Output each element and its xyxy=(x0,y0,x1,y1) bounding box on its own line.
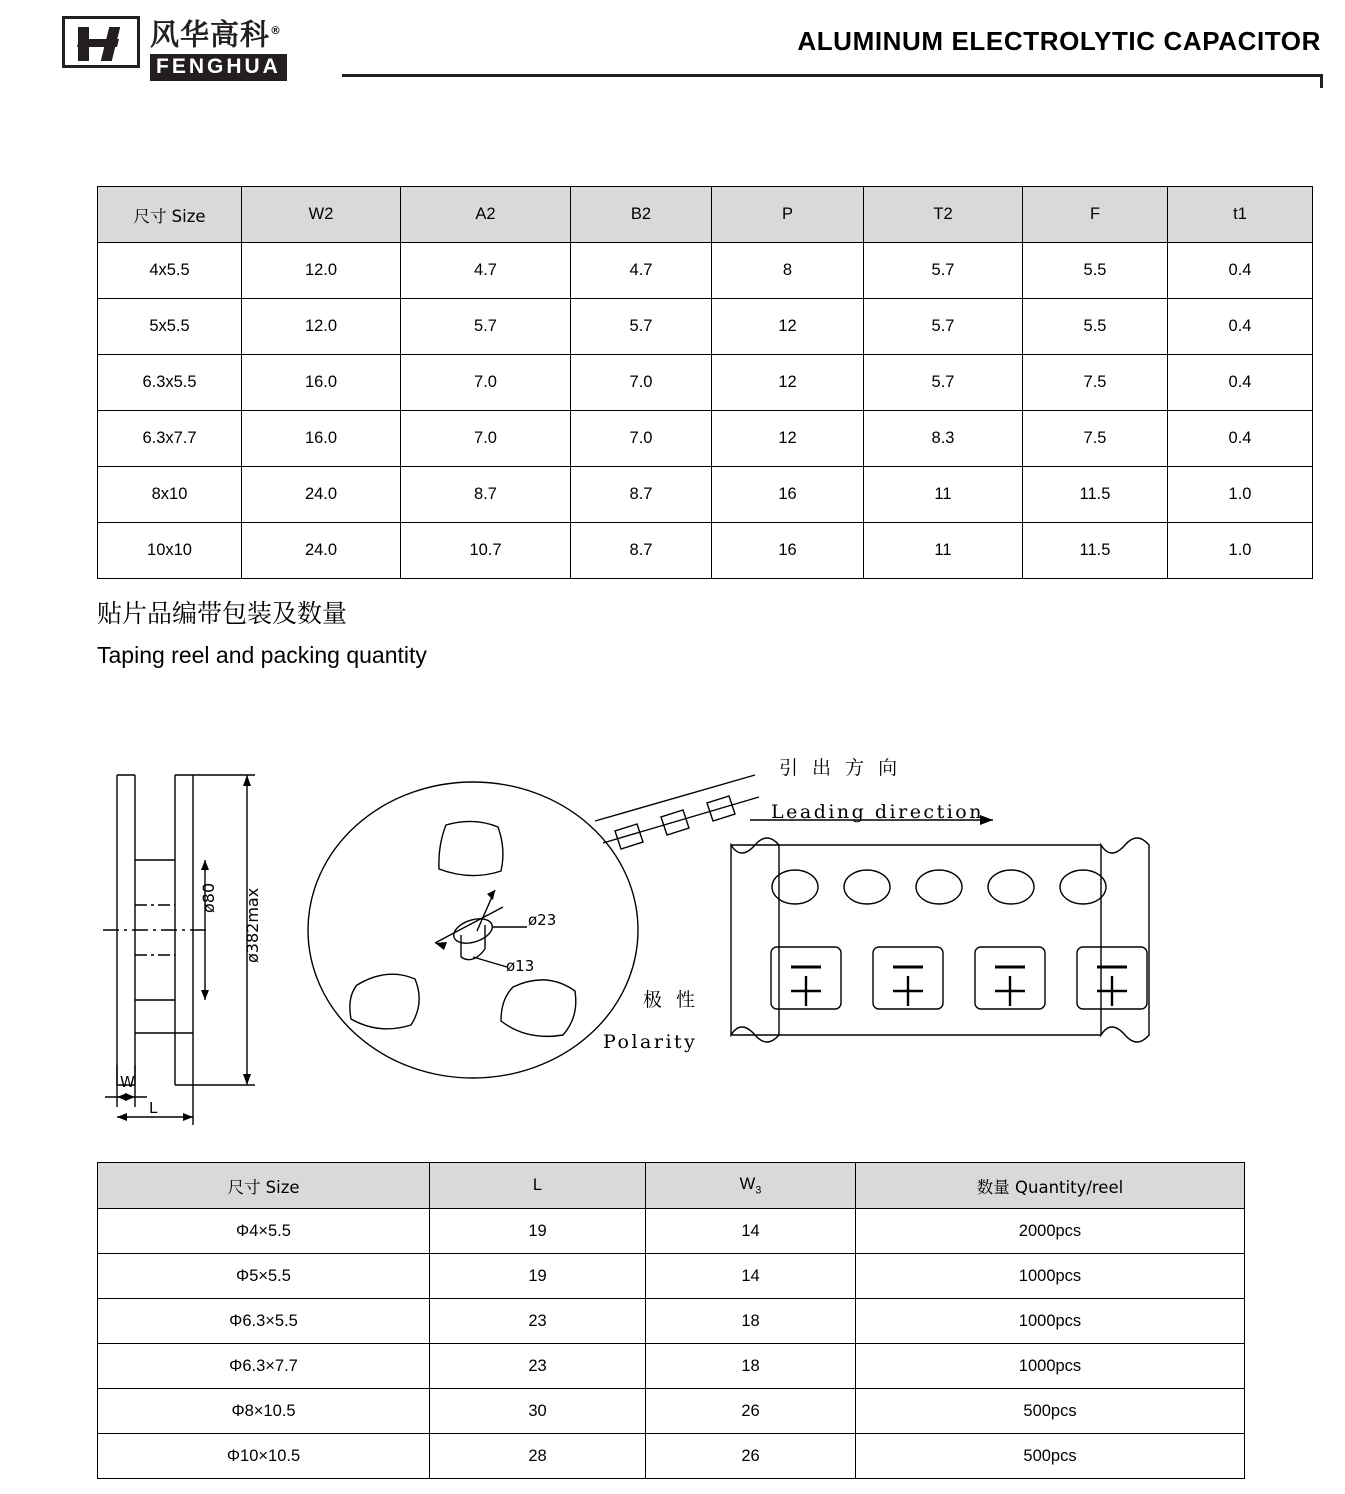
cell-quantity: 500pcs xyxy=(856,1434,1245,1479)
cell-quantity: 1000pcs xyxy=(856,1254,1245,1299)
table-row xyxy=(98,1389,1245,1434)
table-row xyxy=(98,523,1313,579)
cell-t2: 11 xyxy=(864,523,1023,579)
table-row xyxy=(98,1209,1245,1254)
hub-diameter-13-label: ø13 xyxy=(506,957,535,975)
table-header-row xyxy=(98,187,1313,243)
cell-l: 23 xyxy=(430,1344,646,1389)
table-row xyxy=(98,1299,1245,1344)
cell-a2: 7.0 xyxy=(401,411,571,467)
col-header-w3: $W_3$ xyxy=(646,1163,856,1209)
col-header-t2: T2 xyxy=(864,187,1023,243)
cell-l: 23 xyxy=(430,1299,646,1344)
cell-t1: 0.4 xyxy=(1168,355,1313,411)
cell-w3: 18 xyxy=(646,1299,856,1344)
registered-trademark-icon: ® xyxy=(270,24,283,37)
cell-t2: 5.7 xyxy=(864,299,1023,355)
cell-t1: 0.4 xyxy=(1168,243,1313,299)
cell-size: 6.3x7.7 xyxy=(98,411,242,467)
cell-size: Φ8×10.5 xyxy=(98,1389,430,1434)
col-header-quantity: 数量 Quantity/reel xyxy=(856,1163,1245,1209)
section-heading xyxy=(97,596,427,672)
cell-size: Φ5×5.5 xyxy=(98,1254,430,1299)
table-row xyxy=(98,1434,1245,1479)
cell-f: 11.5 xyxy=(1023,467,1168,523)
col-header-f: F xyxy=(1023,187,1168,243)
col-header-l: L xyxy=(430,1163,646,1209)
cell-size: Φ4×5.5 xyxy=(98,1209,430,1254)
section-heading-chinese: 贴片品编带包装及数量 xyxy=(97,599,348,628)
page-header xyxy=(0,0,1345,95)
logo-text-block xyxy=(150,16,287,81)
cell-size: Φ10×10.5 xyxy=(98,1434,430,1479)
cell-p: 12 xyxy=(712,299,864,355)
col-header-t1: t1 xyxy=(1168,187,1313,243)
cell-size: 10x10 xyxy=(98,523,242,579)
cell-quantity: 500pcs xyxy=(856,1389,1245,1434)
col-header-size: 尺寸 Size xyxy=(98,1163,430,1209)
cell-size: 8x10 xyxy=(98,467,242,523)
reel-width-label: W xyxy=(120,1073,135,1091)
cell-size: 6.3x5.5 xyxy=(98,355,242,411)
cell-f: 5.5 xyxy=(1023,243,1168,299)
cell-p: 16 xyxy=(712,523,864,579)
cell-w2: 12.0 xyxy=(242,243,401,299)
cell-t2: 5.7 xyxy=(864,243,1023,299)
section-heading-english: Taping reel and packing quantity xyxy=(97,642,427,668)
cell-l: 19 xyxy=(430,1254,646,1299)
cell-a2: 10.7 xyxy=(401,523,571,579)
table-header-row xyxy=(98,1163,1245,1209)
col-header-w2: W2 xyxy=(242,187,401,243)
cell-w2: 12.0 xyxy=(242,299,401,355)
header-divider xyxy=(342,74,1323,77)
cell-p: 12 xyxy=(712,355,864,411)
cell-quantity: 1000pcs xyxy=(856,1344,1245,1389)
cell-f: 7.5 xyxy=(1023,355,1168,411)
cell-p: 16 xyxy=(712,467,864,523)
cell-t2: 8.3 xyxy=(864,411,1023,467)
packing-quantity-table xyxy=(97,1162,1245,1479)
cell-size: Φ6.3×7.7 xyxy=(98,1344,430,1389)
figure-drawing xyxy=(95,735,1255,1135)
cell-t2: 11 xyxy=(864,467,1023,523)
col-header-size: 尺寸 Size xyxy=(98,187,242,243)
reel-depth-label: L xyxy=(149,1099,158,1117)
cell-a2: 4.7 xyxy=(401,243,571,299)
reel-outer-diameter-label: ø382max xyxy=(243,887,262,963)
polarity-label-english: Polarity xyxy=(603,1031,698,1053)
logo-chinese-name xyxy=(150,16,287,50)
cell-l: 19 xyxy=(430,1209,646,1254)
cell-a2: 8.7 xyxy=(401,467,571,523)
col-header-p: P xyxy=(712,187,864,243)
table-row xyxy=(98,1254,1245,1299)
cell-w3: 26 xyxy=(646,1434,856,1479)
table-row xyxy=(98,411,1313,467)
cell-b2: 7.0 xyxy=(571,411,712,467)
table-row xyxy=(98,299,1313,355)
cell-b2: 5.7 xyxy=(571,299,712,355)
cell-t1: 1.0 xyxy=(1168,523,1313,579)
page-title: ALUMINUM ELECTROLYTIC CAPACITOR xyxy=(797,26,1321,56)
cell-w2: 24.0 xyxy=(242,523,401,579)
leading-direction-label-chinese: 引 出 方 向 xyxy=(779,757,902,779)
cell-size: 5x5.5 xyxy=(98,299,242,355)
cell-t2: 5.7 xyxy=(864,355,1023,411)
cell-l: 30 xyxy=(430,1389,646,1434)
cell-w2: 24.0 xyxy=(242,467,401,523)
cell-t1: 1.0 xyxy=(1168,467,1313,523)
cell-b2: 8.7 xyxy=(571,523,712,579)
cell-f: 7.5 xyxy=(1023,411,1168,467)
cell-f: 11.5 xyxy=(1023,523,1168,579)
cell-f: 5.5 xyxy=(1023,299,1168,355)
logo-english-name: FENGHUA xyxy=(150,54,287,81)
cell-w3: 14 xyxy=(646,1209,856,1254)
table-row xyxy=(98,1344,1245,1389)
cell-p: 12 xyxy=(712,411,864,467)
cell-quantity: 1000pcs xyxy=(856,1299,1245,1344)
cell-b2: 4.7 xyxy=(571,243,712,299)
dimensions-table xyxy=(97,186,1313,579)
table-row xyxy=(98,355,1313,411)
company-logo xyxy=(62,16,287,81)
cell-w3: 26 xyxy=(646,1389,856,1434)
cell-w2: 16.0 xyxy=(242,355,401,411)
cell-p: 8 xyxy=(712,243,864,299)
cell-w3: 18 xyxy=(646,1344,856,1389)
header-divider-tick xyxy=(1320,74,1323,88)
cell-a2: 7.0 xyxy=(401,355,571,411)
logo-chinese-text: 风华高科 xyxy=(150,17,271,52)
polarity-label-chinese: 极 性 xyxy=(643,989,700,1011)
cell-t1: 0.4 xyxy=(1168,299,1313,355)
cell-t1: 0.4 xyxy=(1168,411,1313,467)
cell-b2: 8.7 xyxy=(571,467,712,523)
col-header-a2: A2 xyxy=(401,187,571,243)
col-header-b2: B2 xyxy=(571,187,712,243)
cell-b2: 7.0 xyxy=(571,355,712,411)
cell-quantity: 2000pcs xyxy=(856,1209,1245,1254)
table-row xyxy=(98,243,1313,299)
cell-w2: 16.0 xyxy=(242,411,401,467)
cell-size: Φ6.3×5.5 xyxy=(98,1299,430,1344)
w3-subscript: 3 xyxy=(755,1184,762,1197)
taping-reel-figure xyxy=(95,735,1255,1135)
leading-direction-label-english: Leading direction xyxy=(771,801,984,823)
table-row xyxy=(98,467,1313,523)
fenghua-logo-icon xyxy=(62,16,140,68)
cell-a2: 5.7 xyxy=(401,299,571,355)
reel-hub-diameter-label: ø80 xyxy=(199,882,218,913)
cell-size: 4x5.5 xyxy=(98,243,242,299)
hub-diameter-23-label: ø23 xyxy=(528,911,557,929)
cell-l: 28 xyxy=(430,1434,646,1479)
cell-w3: 14 xyxy=(646,1254,856,1299)
